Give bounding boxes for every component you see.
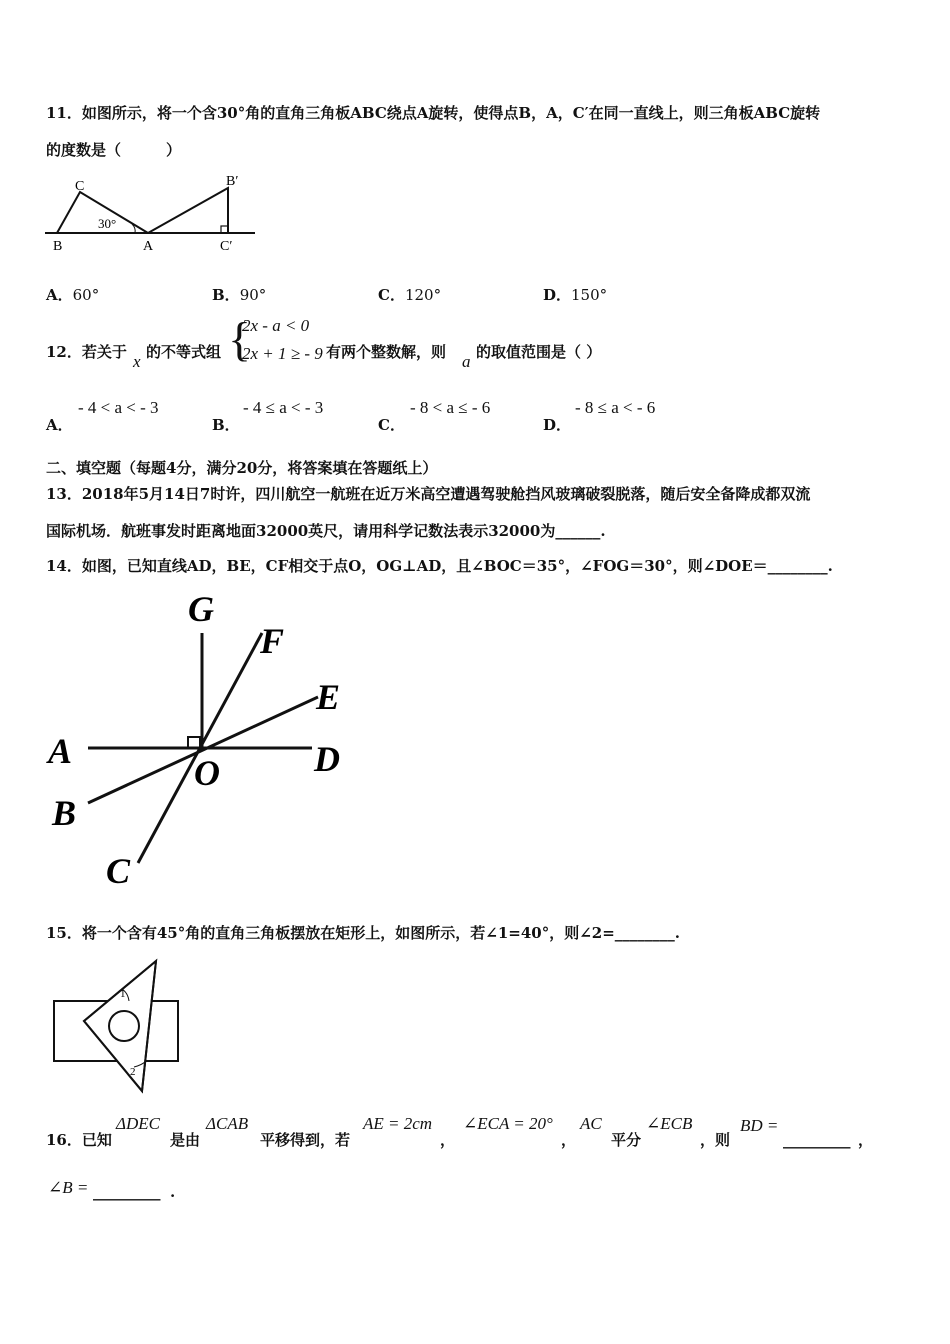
q16-blank2[interactable]: _________ (93, 1183, 161, 1201)
q13-line2: 国际机场．航班事发时距离地面32000英尺，请用科学记数法表示32000为______. (46, 522, 606, 540)
q12-option-b-expr: - 4 ≤ a < - 3 (243, 398, 324, 417)
q12-var-x: x (133, 352, 141, 371)
q11-figure (40, 170, 270, 260)
label-C-prime: C′ (220, 239, 233, 254)
q16-end: . (170, 1183, 176, 1201)
label-1: 1 (120, 988, 126, 1000)
q16-t4: ，则 (700, 1131, 731, 1149)
label-C: C (106, 851, 131, 891)
label-E: E (316, 677, 341, 717)
q16-pre: 16．已知 (46, 1131, 112, 1149)
right-angle-mark (188, 737, 200, 748)
label-A: A (48, 731, 73, 771)
label-30deg: 30° (98, 216, 117, 231)
label-B: B (52, 793, 77, 833)
q12-pre: 12．若关于 (46, 343, 127, 361)
q16-angle-b: ∠B = (48, 1178, 89, 1197)
q15-figure (50, 955, 190, 1105)
q16-eca: ∠ECA = 20° (463, 1114, 553, 1133)
label-O: O (194, 753, 220, 793)
label-B: B (53, 239, 63, 254)
label-D: D (314, 739, 340, 779)
q16-c1: ， (440, 1131, 456, 1149)
system-brace: { (228, 313, 252, 366)
q16-ac: AC (580, 1114, 602, 1133)
q11-option-d[interactable]: D．150° (543, 286, 608, 304)
q16-c2: ， (561, 1131, 577, 1149)
q16-blank1[interactable]: _________ (783, 1131, 851, 1149)
label-B-prime: B′ (226, 174, 239, 189)
q12-option-d-expr: - 8 ≤ a < - 6 (575, 398, 656, 417)
q11-line1: 11．如图所示，将一个含30°角的直角三角板ABC绕点A旋转，使得点B，A，C′在同一直线上，则三角板ABC旋转 (46, 104, 821, 122)
label-2: 2 (130, 1066, 136, 1078)
q14-text: 14．如图，已知直线AD，BE，CF相交于点O，OG⊥AD，且∠BOC＝35°，∠FOG＝30°，则∠DOE＝________. (46, 557, 833, 575)
q16-t2: 平移得到，若 (260, 1131, 351, 1149)
q12-option-b-letter[interactable]: B． (212, 416, 240, 434)
q12-var-a: a (462, 352, 471, 371)
q16-ae: AE = 2cm (363, 1114, 433, 1133)
label-A: A (143, 239, 154, 254)
q11-option-c[interactable]: C．120° (378, 286, 442, 304)
q16-t1: 是由 (170, 1131, 201, 1149)
section-heading: 二、填空题（每题4分，满分20分，将答案填在答题纸上） (46, 459, 438, 477)
triangle-ab-prime (148, 188, 228, 233)
q12-option-c-letter[interactable]: C． (378, 416, 405, 434)
q16-bd: BD = (740, 1116, 779, 1135)
set-square (84, 961, 156, 1091)
q12-tail: 的取值范围是（ ） (476, 343, 602, 361)
q12-post: 有两个整数解，则 (326, 343, 447, 361)
q16-dec: ΔDEC (116, 1114, 160, 1133)
q15-text: 15．将一个含有45°角的直角三角板摆放在矩形上，如图所示，若∠1=40°，则∠2=________. (46, 924, 680, 942)
right-angle-mark (221, 226, 228, 233)
q16-c3: ， (858, 1131, 874, 1149)
q14-figure (40, 585, 370, 895)
q11-option-b[interactable]: B．90° (212, 286, 267, 304)
q16-ecb: ∠ECB (646, 1114, 693, 1133)
q12-ineq2: 2x + 1 ≥ - 9 (242, 344, 323, 363)
q12-option-a-letter[interactable]: A． (46, 416, 73, 434)
q16-t3: 平分 (611, 1131, 642, 1149)
q11-option-a[interactable]: A．60° (46, 286, 100, 304)
label-C: C (75, 179, 85, 194)
q12-mid: 的不等式组 (146, 343, 222, 361)
q12-ineq1: 2x - a < 0 (242, 316, 310, 335)
label-G: G (188, 589, 214, 629)
label-F: F (260, 621, 285, 661)
q12-option-a-expr: - 4 < a < - 3 (78, 398, 159, 417)
q12-option-c-expr: - 8 < a ≤ - 6 (410, 398, 491, 417)
q12-option-d-letter[interactable]: D． (543, 416, 572, 434)
q11-line2: 的度数是（ ） (46, 141, 182, 159)
q16-cab: ΔCAB (206, 1114, 249, 1133)
q13-line1: 13．2018年5月14日7时许，四川航空一航班在近万米高空遭遇驾驶舱挡风玻璃破裂脱落，随后安全备降成都双流 (46, 485, 811, 503)
